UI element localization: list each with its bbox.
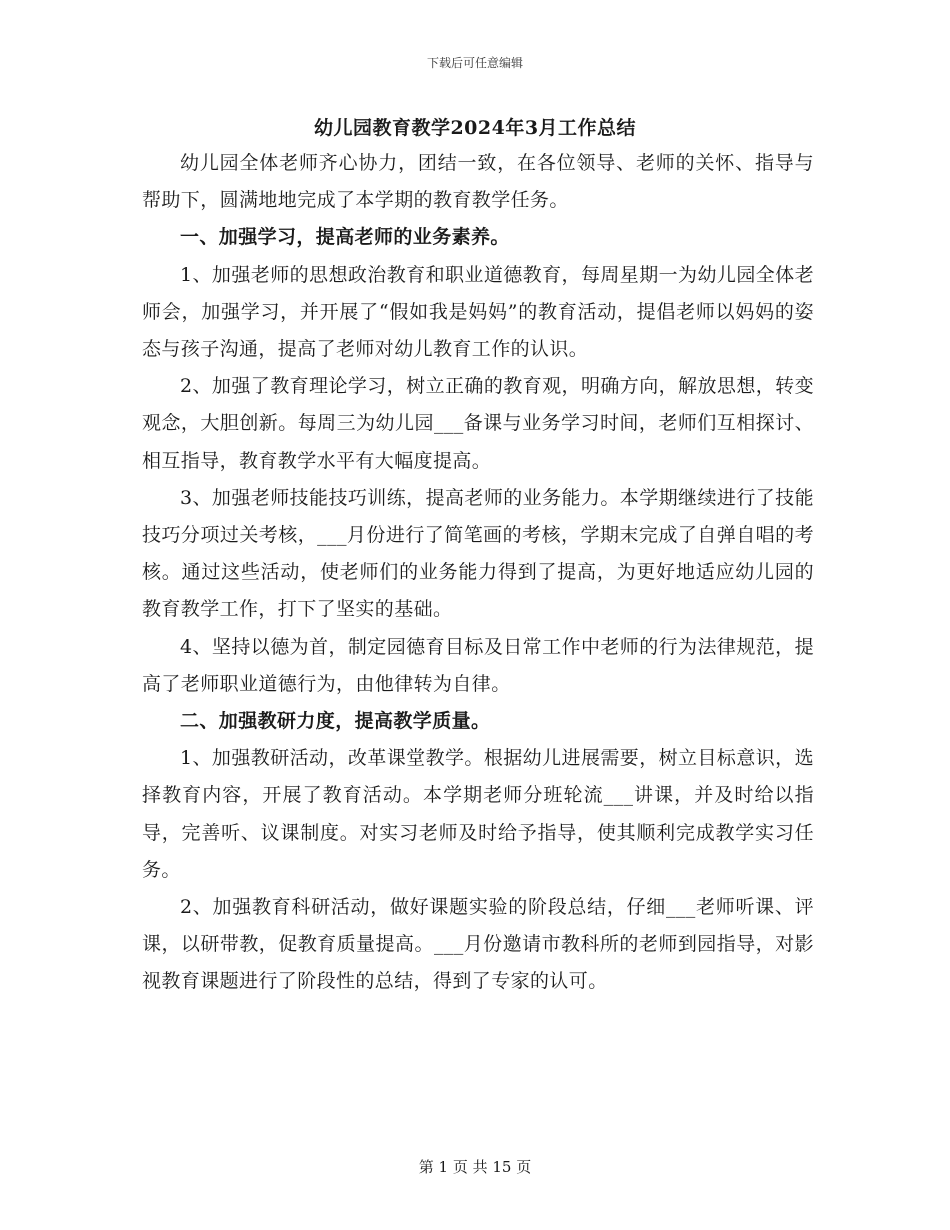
body-paragraph: 1、加强教研活动，改革课堂教学。根据幼儿进展需要，树立目标意识，选择教育内容，开展了教育活动。本学期老师分班轮流___讲课，并及时给以指导，完善听、议课制度。对实习老师及时给予指导，使其顺利完成教学实习任务。 (142, 747, 814, 881)
header-note: 下载后可任意编辑 (426, 56, 523, 70)
body-paragraph: 2、加强教育科研活动，做好课题实验的阶段总结，仔细___老师听课、评课，以研带教，促教育质量提高。___月份邀请市教科所的老师到园指导，对影视教育课题进行了阶段性的总结，得到了专家的认可。 (142, 896, 814, 993)
document-title: 幼儿园教育教学2024年3月工作总结 (313, 117, 637, 139)
body-paragraph: 4、坚持以德为首，制定园德育目标及日常工作中老师的行为法律规范，提高了老师职业道德行为，由他律转为自律。 (142, 635, 814, 695)
page-number-footer: 第 1 页 共 15 页 (418, 1158, 532, 1176)
body-paragraph: 2、加强了教育理论学习，树立正确的教育观，明确方向，解放思想，转变观念，大胆创新。每周三为幼儿园___备课与业务学习时间，老师们互相探讨、相互指导，教育教学水平有大幅度提高。 (142, 375, 814, 472)
section-heading-1: 一、加强学习，提高老师的业务素养。 (180, 226, 510, 249)
body-paragraph: 1、加强老师的思想政治教育和职业道德教育，每周星期一为幼儿园全体老师会，加强学习，并开展了“假如我是妈妈”的教育活动，提倡老师以妈妈的姿态与孩子沟通，提高了老师对幼儿教育工作的认识。 (142, 263, 814, 361)
body-paragraph: 3、加强老师技能技巧训练，提高老师的业务能力。本学期继续进行了技能技巧分项过关考核，___月份进行了简笔画的考核，学期末完成了自弹自唱的考核。通过这些活动，使老师们的业务能力得到了提高，为更好地适应幼儿园的教育教学工作，打下了坚实的基础。 (142, 486, 814, 621)
section-heading-2: 二、加强教研力度，提高教学质量。 (180, 710, 491, 733)
intro-paragraph: 幼儿园全体老师齐心协力，团结一致，在各位领导、老师的关怀、指导与帮助下，圆满地地完成了本学期的教育教学任务。 (142, 152, 814, 212)
document-body (142, 145, 814, 1001)
